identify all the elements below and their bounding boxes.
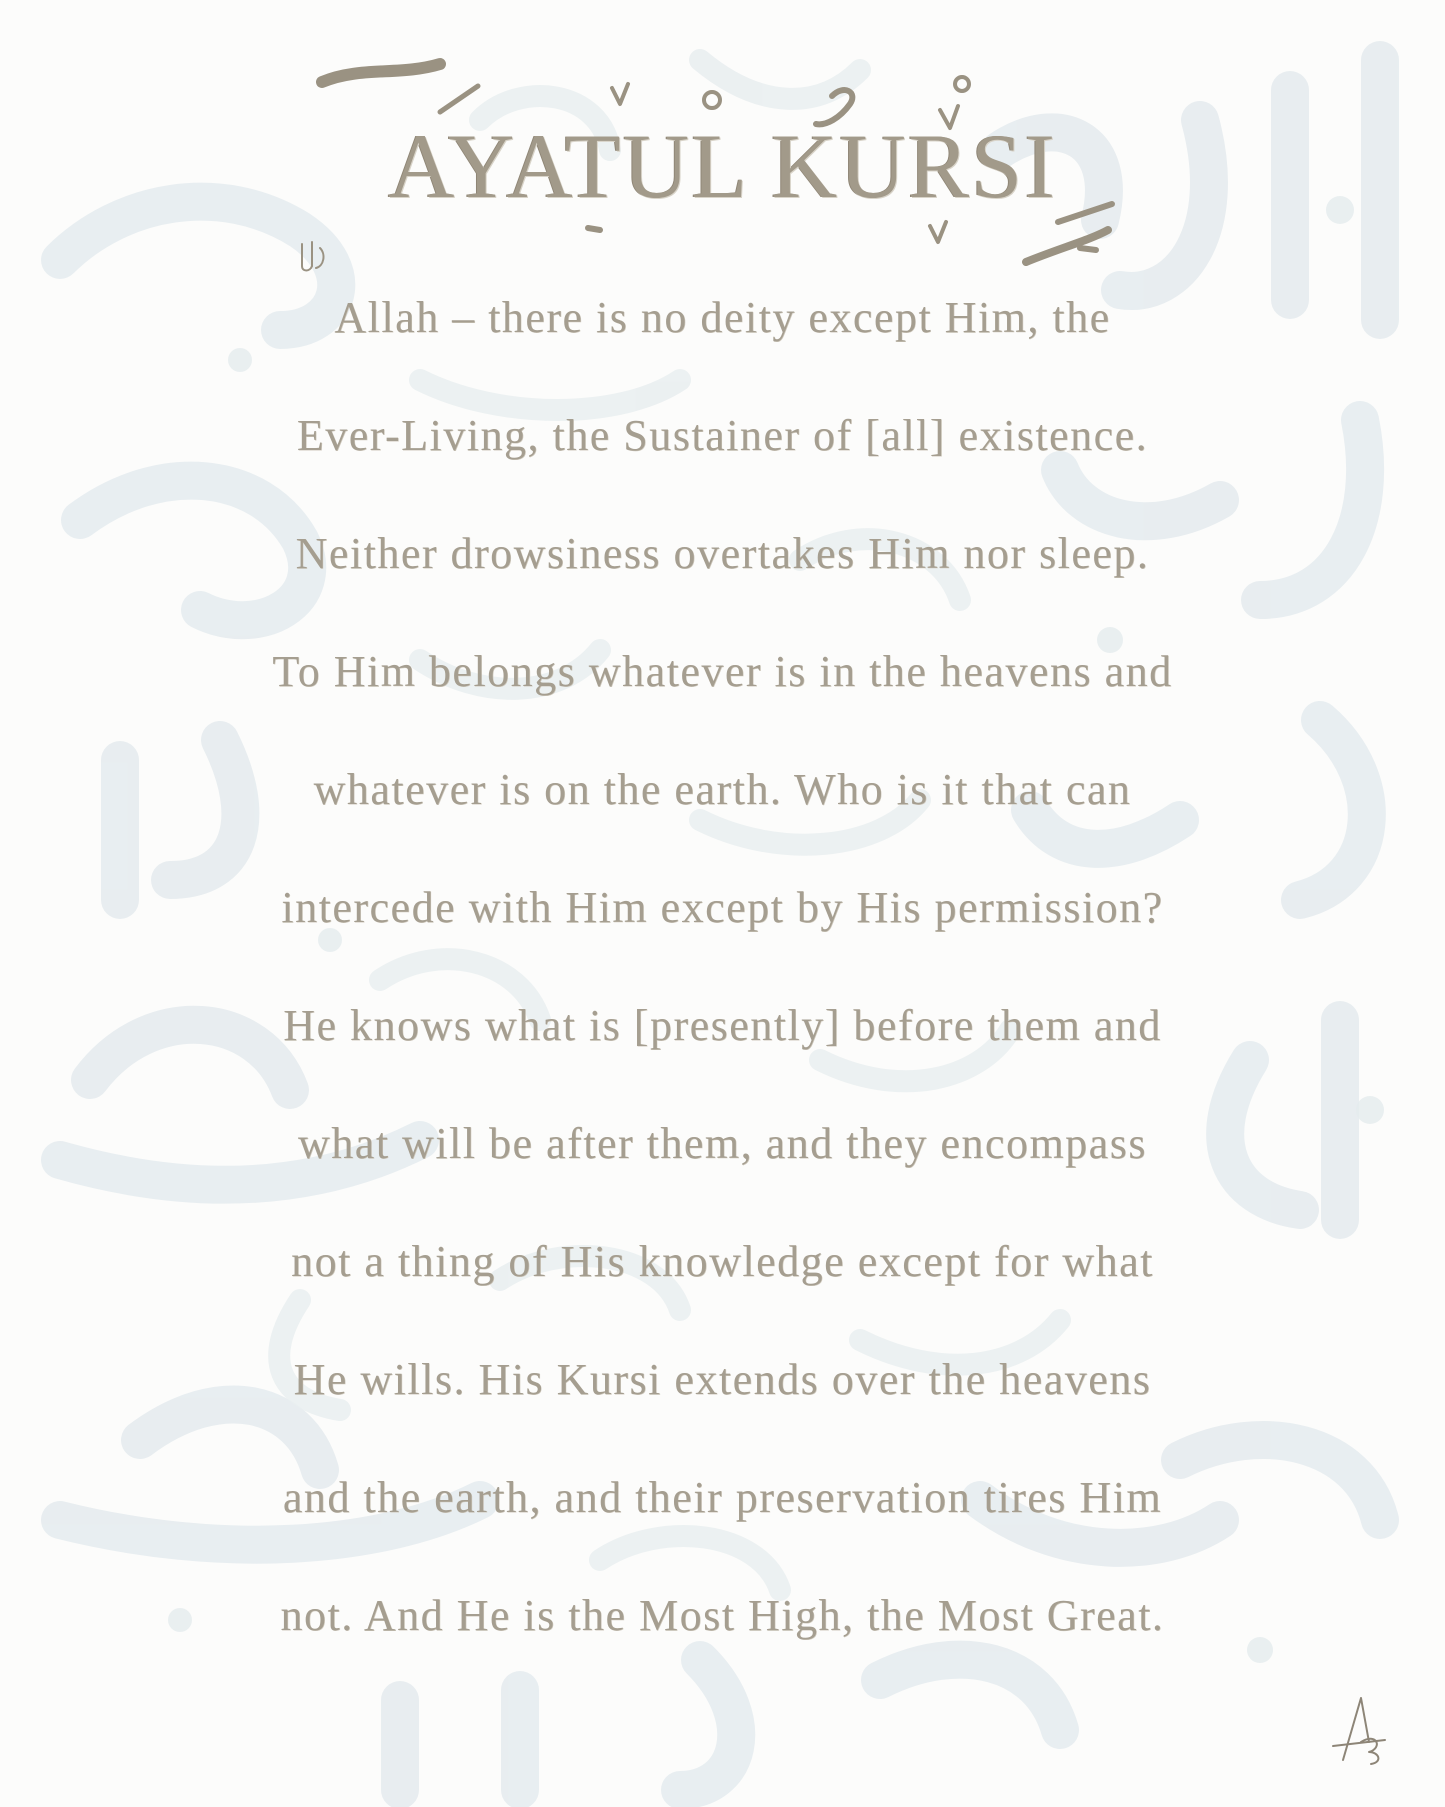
verse-line: To Him belongs whatever is in the heavens and [272, 647, 1173, 696]
page-title: AYATUL KURSI [388, 115, 1057, 217]
verse-line: intercede with Him except by His permission? [281, 883, 1164, 932]
verse-line: not. And He is the Most High, the Most Great. [280, 1591, 1165, 1640]
verse-line: Neither drowsiness overtakes Him nor sleep. [295, 529, 1150, 578]
verse-line: He knows what is [presently] before them and [283, 1001, 1162, 1050]
verse-text [80, 288, 1365, 1704]
verse-line: whatever is on the earth. Who is it that can [313, 765, 1132, 814]
verse-line: not a thing of His knowledge except for what [291, 1237, 1154, 1286]
verse-line: Allah – there is no deity except Him, the [334, 293, 1111, 342]
verse-line: what will be after them, and they encompass [298, 1119, 1147, 1168]
artist-signature-icon [1325, 1690, 1395, 1770]
verse-line: and the earth, and their preservation tires Him [282, 1473, 1163, 1522]
verse-line: He wills. His Kursi extends over the heavens [293, 1355, 1152, 1404]
allah-arabic-mark-icon [292, 236, 332, 276]
verse-line: Ever-Living, the Sustainer of [all] existence. [296, 411, 1149, 460]
title-block [0, 40, 1445, 280]
